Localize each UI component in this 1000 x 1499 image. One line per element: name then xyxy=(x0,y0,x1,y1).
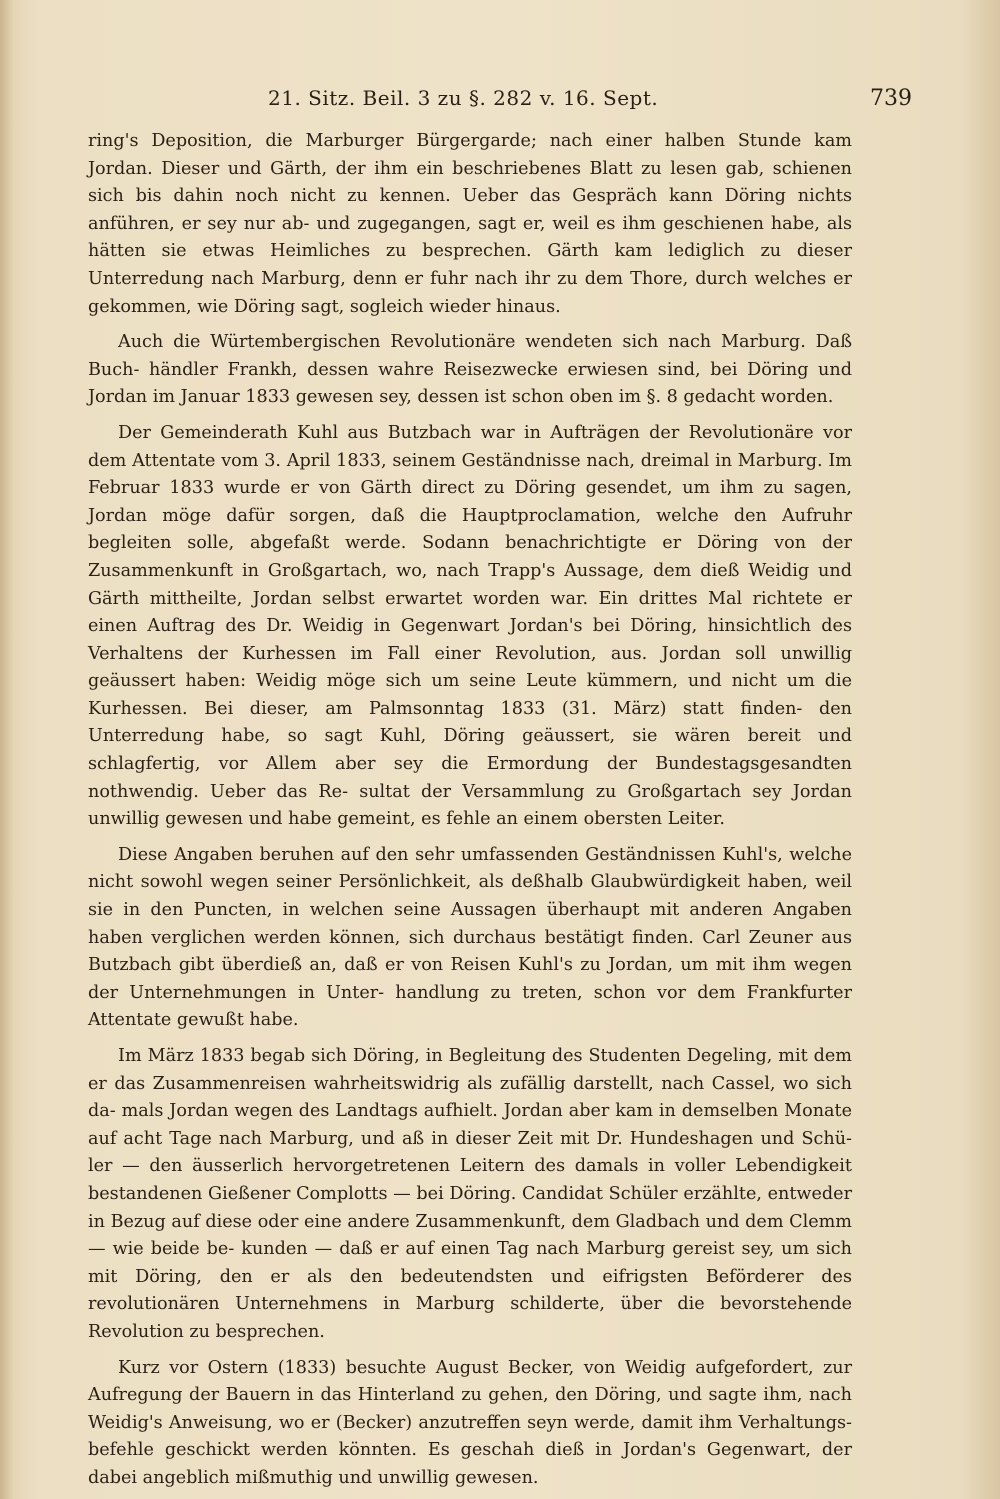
page-header xyxy=(88,86,912,116)
paragraph-6: Kurz vor Ostern (1833) besuchte August Becker, von Weidig aufgefordert, zur Aufregung der Bauern in das Hinterland zu gehen, den Döring, und sagte ihm, nach Weidig's Anweisung, wo er (Becker) anzutreffen seyn werde, damit ihm Verhaltungs- befehle geschickt werden könnten. Es geschah dieß in Jordan's Gegenwart, der dabei angeblich mißmuthig und unwillig gewesen. xyxy=(88,1357,852,1488)
body-text xyxy=(88,128,852,1493)
running-head: 21. Sitz. Beil. 3 zu §. 282 v. 16. Sept. xyxy=(268,86,659,110)
paragraph-5: Im März 1833 begab sich Döring, in Begleitung des Studenten Degeling, mit dem er das Zusammenreisen wahrheitswidrig als zufällig darstellt, nach Cassel, wo sich da- mals Jordan wegen des Landtags aufhielt. Jordan aber kam in demselben Monate auf acht Tage nach Marburg, und aß in dieser Zeit mit Dr. Hundeshagen und Schü- ler — den äusserlich hervorgetretenen Leitern des damals in voller Lebendigkeit bestandenen Gießener Complotts — bei Döring. Candidat Schüler erzählte, entweder in Bezug auf diese oder eine andere Zusammenkunft, dem Gladbach und dem Clemm — wie beide be- kunden — daß er auf einen Tag nach Marburg gereist sey, um sich mit Döring, den er als den bedeutendsten und eifrigsten Beförderer des revolutionären Unternehmens in Marburg schilderte, über die bevorstehende Revolution zu besprechen. xyxy=(88,1046,852,1342)
paragraph-2: Auch die Würtembergischen Revolutionäre wendeten sich nach Marburg. Daß Buch- händler Frankh, dessen wahre Reisezwecke erwiesen sind, bei Döring und Jordan im Januar 1833 gewesen sey, dessen ist schon oben im §. 8 gedacht worden. xyxy=(88,332,852,408)
paragraph-3: Der Gemeinderath Kuhl aus Butzbach war in Aufträgen der Revolutionäre vor dem Attentate vom 3. April 1833, seinem Geständnisse nach, dreimal in Marburg. Im Februar 1833 wurde er von Gärth direct zu Döring gesendet, um ihm zu sagen, Jordan möge dafür sorgen, daß die Hauptproclamation, welche den Aufruhr begleiten solle, abgefaßt werde. Sodann benachrichtigte er Döring von der Zusammenkunft in Großgartach, wo, nach Trapp's Aussage, dem dieß Weidig und Gärth mittheilte, Jordan selbst erwartet worden war. Ein drittes Mal richtete er einen Auftrag des Dr. Weidig in Gegenwart Jordan's bei Döring, hinsichtlich des Verhaltens der Kurhessen im Fall einer Revolution, aus. Jordan soll unwillig geäussert haben: Weidig möge sich um seine Leute kümmern, und nicht um die Kurhessen. Bei dieser, am Palmsonntag 1833 (31. März) statt finden- den Unterredung habe, so sagt Kuhl, Döring geäussert, sie wären bereit und schlagfertig, vor Allem aber sey die Ermordung der Bundestagsgesandten nothwendig. Ueber das Re- sultat der Versammlung zu Großgartach sey Jordan unwillig gewesen und habe gemeint, es fehle an einem obersten Leiter. xyxy=(88,422,852,830)
paragraph-1: ring's Deposition, die Marburger Bürgergarde; nach einer halben Stunde kam Jordan. Dieser und Gärth, der ihm ein beschriebenes Blatt zu lesen gab, schienen sich bis dahin noch nicht zu kennen. Ueber das Gespräch kann Döring nichts anführen, er sey nur ab- und zugegangen, sagt er, weil es ihm geschienen habe, als hätten sie etwas Heimliches zu besprechen. Gärth kam lediglich zu dieser Unterredung nach Marburg, denn er fuhr nach ihr zu dem Thore, durch welches er gekommen, wie Döring sagt, sogleich wieder hinaus. xyxy=(88,131,852,317)
page-number: 739 xyxy=(870,86,912,111)
paragraph-4: Diese Angaben beruhen auf den sehr umfassenden Geständnissen Kuhl's, welche nicht sowohl wegen seiner Persönlichkeit, als deßhalb Glaubwürdigkeit haben, weil sie in den Puncten, in welchen seine Aussagen überhaupt mit anderen Angaben haben verglichen werden können, sich durchaus bestätigt finden. Carl Zeuner aus Butzbach gibt überdieß an, daß er von Reisen Kuhl's zu Jordan, um mit ihm wegen der Unternehmungen in Unter- handlung zu treten, schon vor dem Frankfurter Attentate gewußt habe. xyxy=(88,844,852,1031)
